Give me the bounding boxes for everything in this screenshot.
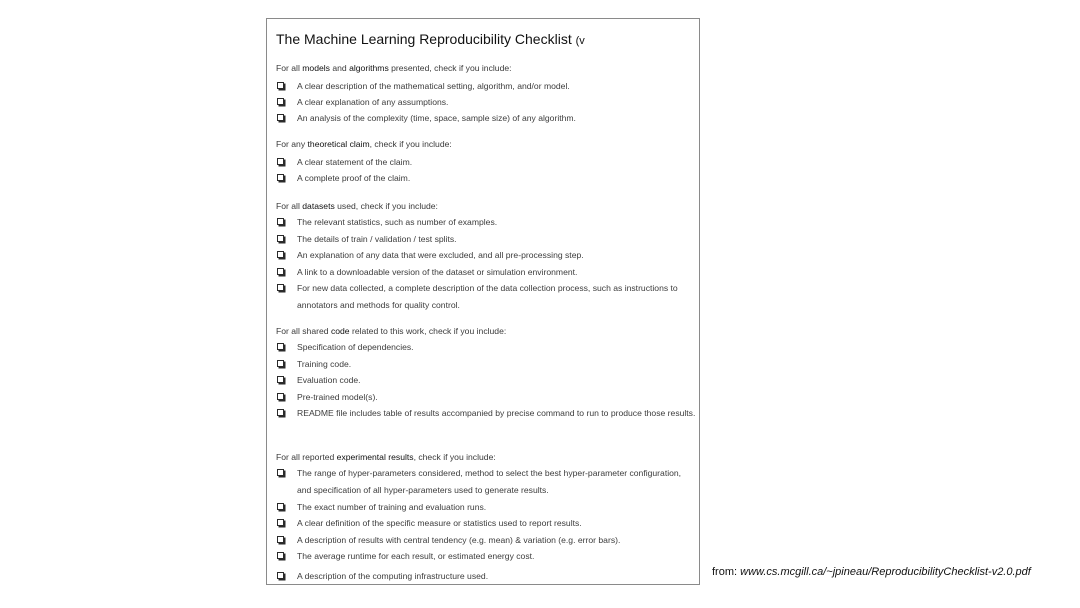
- checklist-item: [267, 172, 700, 184]
- checkbox-icon[interactable]: [277, 174, 284, 181]
- checkbox-icon[interactable]: [277, 251, 284, 258]
- checkbox-icon[interactable]: [277, 409, 284, 416]
- source-url[interactable]: www.cs.mcgill.ca/~jpineau/ReproducibilityChecklist-v2.0.pdf: [740, 566, 1031, 578]
- checkbox-icon[interactable]: [277, 360, 284, 367]
- item-text: A clear explanation of any assumptions.: [297, 97, 449, 107]
- checkbox-icon[interactable]: [277, 376, 284, 383]
- item-text: README file includes table of results accompanied by precise command to run to produce those results.: [297, 408, 696, 418]
- item-text: Specification of dependencies.: [297, 342, 414, 352]
- item-text: The details of train / validation / test splits.: [297, 234, 457, 244]
- item-text: A clear description of the mathematical setting, algorithm, and/or model.: [297, 81, 570, 91]
- item-text: A complete proof of the claim.: [297, 173, 411, 183]
- checklist-item: [267, 282, 700, 310]
- checkbox-icon[interactable]: [277, 82, 284, 89]
- checkbox-icon[interactable]: [277, 552, 284, 559]
- checkbox-icon[interactable]: [277, 98, 284, 105]
- title-text: The Machine Learning Reproducibility Checklist: [276, 31, 572, 47]
- section-intro: For all models and algorithms presented, check if you include:: [276, 63, 512, 73]
- checklist-item: [267, 216, 700, 228]
- checklist-item: [267, 112, 700, 124]
- section-intro: For all datasets used, check if you include:: [276, 201, 438, 211]
- checkbox-icon[interactable]: [277, 284, 284, 291]
- item-text: A description of the computing infrastructure used.: [297, 571, 489, 581]
- item-text: The range of hyper-parameters considered, method to select the best hyper-parameter configuration, and specification of all hyper-parameters used to generate results.: [297, 468, 682, 495]
- item-text: Training code.: [297, 359, 352, 369]
- checklist-item: [267, 501, 700, 513]
- source-citation: [712, 566, 1031, 578]
- section-intro: For all reported experimental results, check if you include:: [276, 452, 496, 462]
- checklist-item: [267, 266, 700, 278]
- checklist-document: [266, 18, 700, 585]
- item-text: An explanation of any data that were excluded, and all pre-processing step.: [297, 250, 584, 260]
- item-text: A clear definition of the specific measure or statistics used to report results.: [297, 518, 582, 528]
- checklist-item: [267, 467, 700, 495]
- checkbox-icon[interactable]: [277, 572, 284, 579]
- section-intro: For any theoretical claim, check if you include:: [276, 139, 452, 149]
- checkbox-icon[interactable]: [277, 536, 284, 543]
- checkbox-icon[interactable]: [277, 519, 284, 526]
- checklist-item: [267, 407, 700, 419]
- checklist-item: [267, 358, 700, 370]
- checkbox-icon[interactable]: [277, 393, 284, 400]
- checkbox-icon[interactable]: [277, 503, 284, 510]
- checklist-item: [267, 391, 700, 403]
- title-version: (v: [575, 35, 585, 47]
- checkbox-icon[interactable]: [277, 469, 284, 476]
- checklist-item: [267, 570, 700, 582]
- item-text: Pre-trained model(s).: [297, 392, 378, 402]
- checklist-item: [267, 80, 700, 92]
- checklist-item: [267, 374, 700, 386]
- checklist-item: [267, 233, 700, 245]
- checkbox-icon[interactable]: [277, 158, 284, 165]
- source-label: from:: [712, 566, 741, 578]
- item-text: A link to a downloadable version of the dataset or simulation environment.: [297, 267, 578, 277]
- checkbox-icon[interactable]: [277, 218, 284, 225]
- checkbox-icon[interactable]: [277, 343, 284, 350]
- document-title: [276, 31, 585, 47]
- item-text: The exact number of training and evaluation runs.: [297, 502, 487, 512]
- checklist-item: [267, 341, 700, 353]
- item-text: The relevant statistics, such as number of examples.: [297, 217, 498, 227]
- item-text: The average runtime for each result, or estimated energy cost.: [297, 551, 535, 561]
- section-intro: For all shared code related to this work, check if you include:: [276, 326, 507, 336]
- checklist-item: [267, 550, 700, 562]
- item-text: For new data collected, a complete description of the data collection process, such as instructions to annotators and methods for quality control.: [297, 283, 678, 310]
- checklist-item: [267, 96, 700, 108]
- checkbox-icon[interactable]: [277, 114, 284, 121]
- checklist-item: [267, 249, 700, 261]
- item-text: Evaluation code.: [297, 375, 361, 385]
- checklist-item: [267, 156, 700, 168]
- checklist-item: [267, 517, 700, 529]
- item-text: A description of results with central tendency (e.g. mean) & variation (e.g. error bars).: [297, 535, 621, 545]
- checkbox-icon[interactable]: [277, 235, 284, 242]
- checkbox-icon[interactable]: [277, 268, 284, 275]
- checklist-item: [267, 534, 700, 546]
- item-text: An analysis of the complexity (time, space, sample size) of any algorithm.: [297, 113, 576, 123]
- item-text: A clear statement of the claim.: [297, 157, 413, 167]
